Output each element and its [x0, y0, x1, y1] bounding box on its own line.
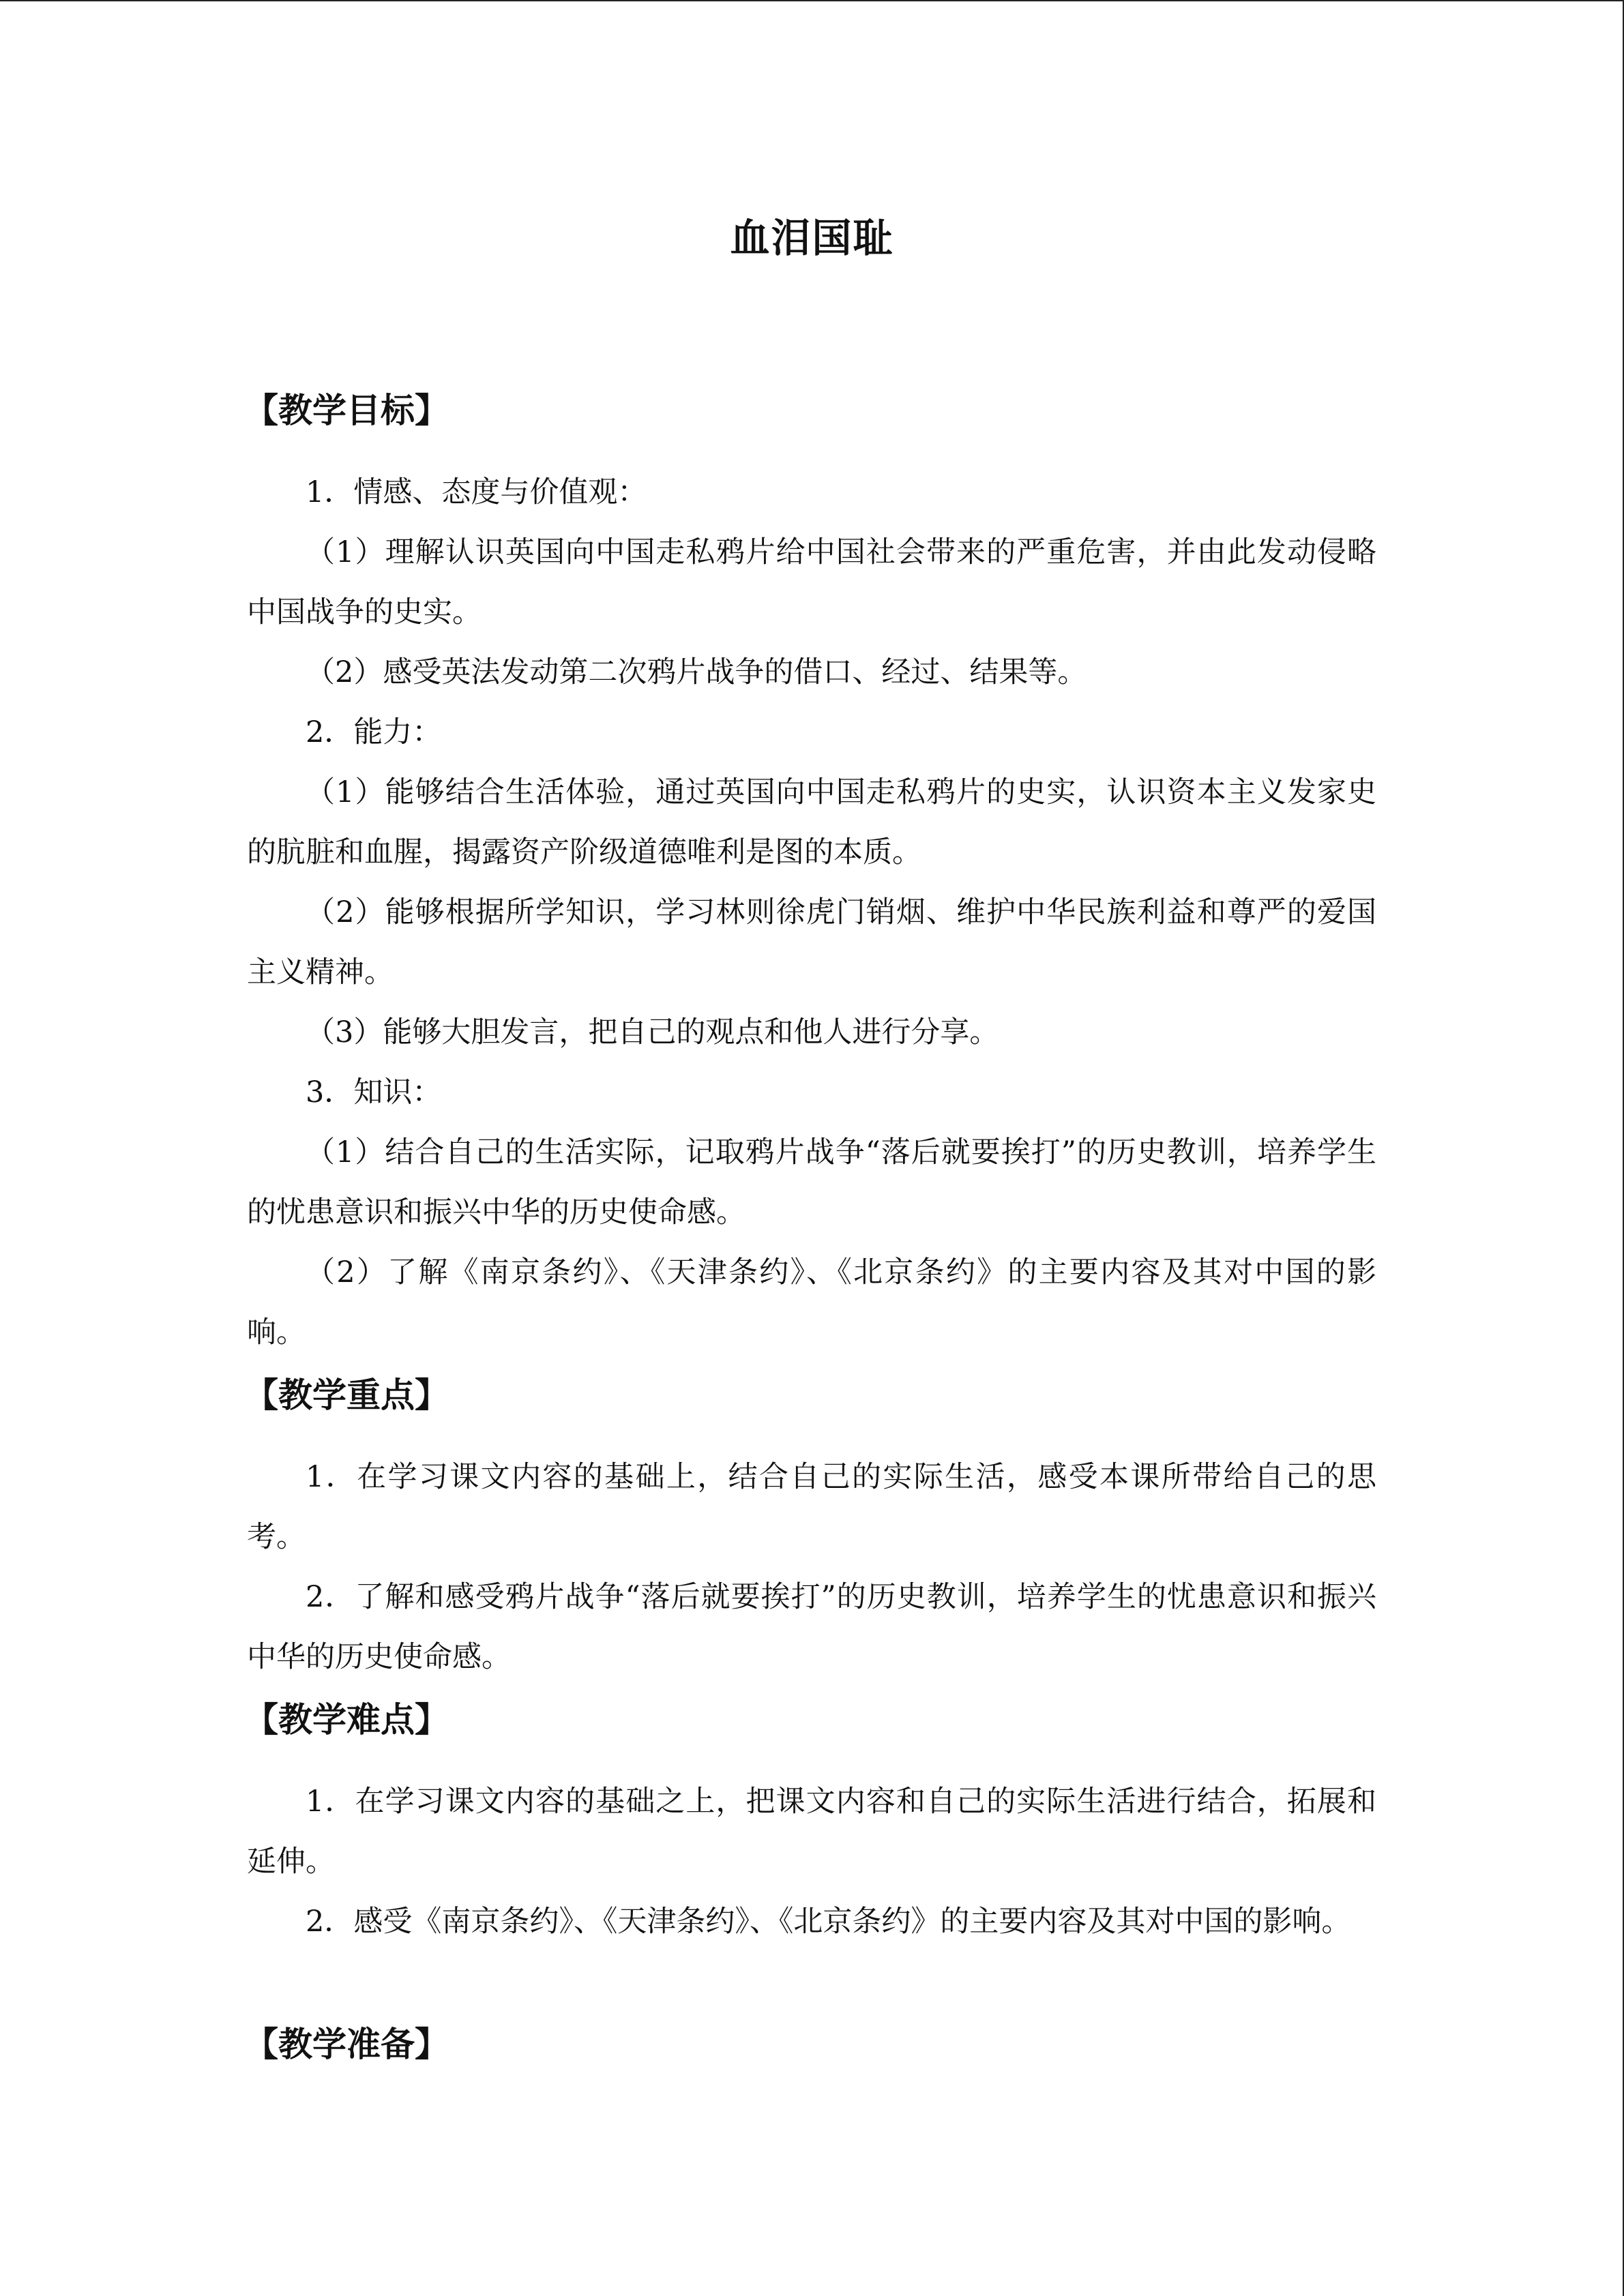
page-title: 血泪国耻	[730, 215, 894, 261]
section-heading-key-points: 【教学重点】	[244, 1375, 449, 1415]
objective-item: （1）结合自己的生活实际，记取鸦片战争“落后就要挨打”的历史教训，培养学生的忧患意识和振兴中华的历史使命感。	[247, 1135, 1376, 1229]
objective-item: 1．情感、态度与价值观：	[306, 475, 647, 509]
key-point-item: 1．在学习课文内容的基础上，结合自己的实际生活，感受本课所带给自己的思考。	[247, 1460, 1376, 1554]
objective-item: （2）能够根据所学知识，学习林则徐虎门销烟、维护中华民族利益和尊严的爱国主义精神。	[247, 895, 1376, 989]
objective-item: （2）了解《南京条约》、《天津条约》、《北京条约》的主要内容及其对中国的影响。	[247, 1255, 1376, 1350]
objective-item: （2）感受英法发动第二次鸦片战争的借口、经过、结果等。	[306, 655, 1087, 689]
difficulty-item: 1．在学习课文内容的基础之上，把课文内容和自己的实际生活进行结合，拓展和延伸。	[247, 1785, 1376, 1879]
objective-item: （1）理解认识英国向中国走私鸦片给中国社会带来的严重危害，并由此发动侵略中国战争的史实。	[247, 535, 1376, 629]
key-point-item: 2．了解和感受鸦片战争“落后就要挨打”的历史教训，培养学生的忧患意识和振兴中华的历史使命感。	[247, 1580, 1376, 1674]
section-heading-difficulties: 【教学难点】	[244, 1700, 449, 1740]
difficulty-item: 2．感受《南京条约》、《天津条约》、《北京条约》的主要内容及其对中国的影响。	[306, 1905, 1351, 1939]
section-heading-objectives: 【教学目标】	[244, 391, 449, 430]
section-heading-preparation: 【教学准备】	[244, 2025, 449, 2064]
objective-item: 2．能力：	[306, 715, 442, 749]
objective-item: 3．知识：	[306, 1075, 442, 1109]
objective-item: （3）能够大胆发言，把自己的观点和他人进行分享。	[306, 1015, 999, 1049]
objective-item: （1）能够结合生活体验，通过英国向中国走私鸦片的史实，认识资本主义发家史的肮脏和血腥，揭露资产阶级道德唯利是图的本质。	[247, 775, 1376, 869]
